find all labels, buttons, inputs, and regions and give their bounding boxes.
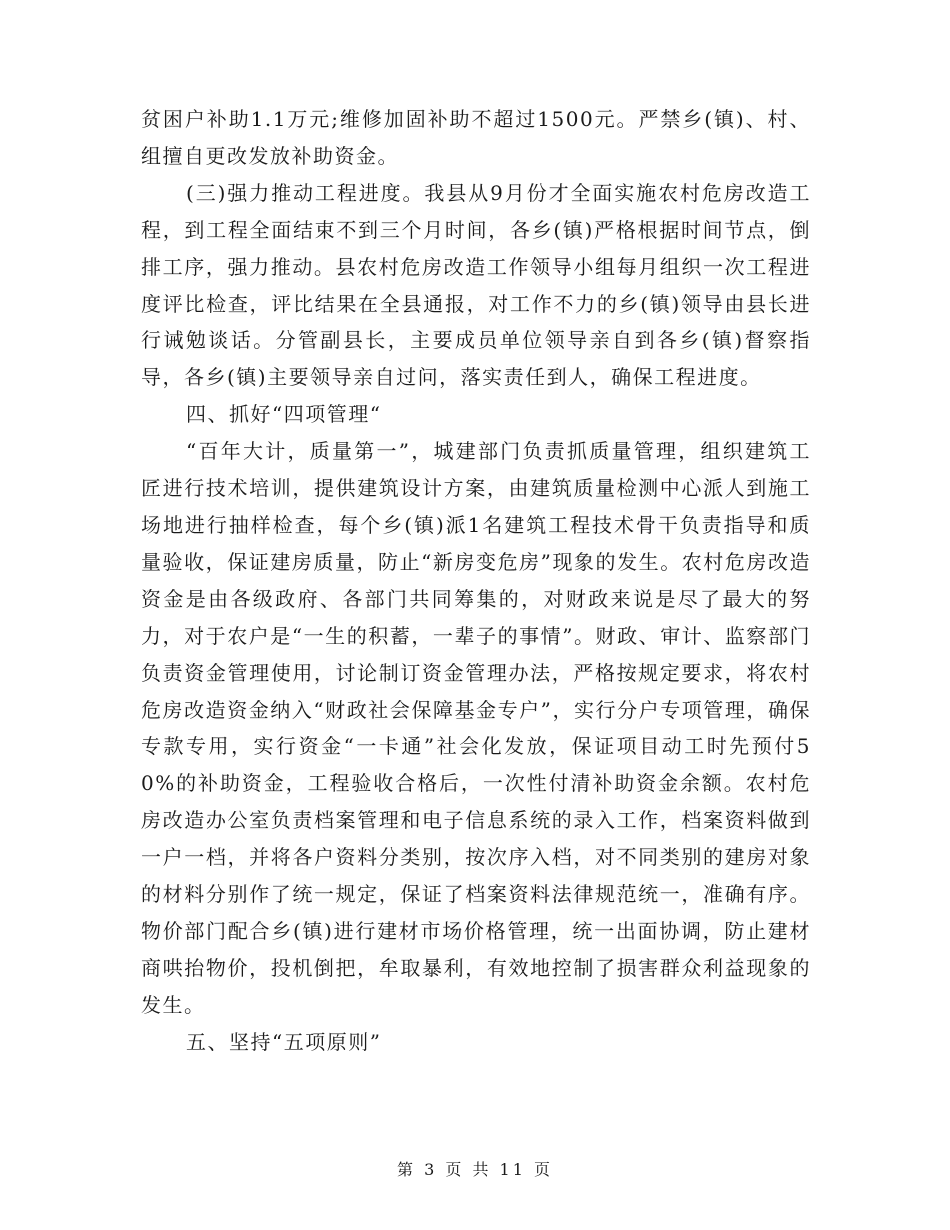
paragraph-subsidy-tail: 贫困户补助1.1万元;维修加固补助不超过1500元。严禁乡(镇)、村、组擅自更改发放补助资金。 bbox=[141, 107, 811, 168]
footer-suffix: 页 bbox=[534, 1160, 554, 1179]
section-heading-five-principles: 五、坚持“五项原则” bbox=[186, 1029, 382, 1054]
footer-middle: 页 共 bbox=[445, 1160, 492, 1179]
footer-current-page: 3 bbox=[424, 1160, 438, 1179]
page-footer bbox=[0, 1157, 950, 1180]
paragraph-project-progress: (三)强力推动工程进度。我县从9月份才全面实施农村危房改造工程，到工程全面结束不到三个月时间，各乡(镇)严格根据时间节点，倒排工序，强力推动。县农村危房改造工作领导小组每月组织一次工程进度评比检查，评比结果在全县通报，对工作不力的乡(镇)领导由县长进行诫勉谈话。分管副县长，主要成员单位领导亲自到各乡(镇)督察指导，各乡(镇)主要领导亲自过问，落实责任到人，确保工程进度。 bbox=[141, 180, 811, 390]
footer-total-pages: 11 bbox=[499, 1160, 526, 1179]
paragraph-quality-management: “百年大计，质量第一”，城建部门负责抓质量管理，组织建筑工匠进行技术培训，提供建筑设计方案，由建筑质量检测中心派人到施工场地进行抽样检查，每个乡(镇)派1名建筑工程技术骨干负责指导和质量验收，保证建房质量，防止“新房变危房”现象的发生。农村危房改造资金是由各级政府、各部门共同筹集的，对财政来说是尽了最大的努力，对于农户是“一生的积蓄，一辈子的事情”。财政、审计、监察部门负责资金管理使用，讨论制订资金管理办法，严格按规定要求，将农村危房改造资金纳入“财政社会保障基金专户”，实行分户专项管理，确保专款专用，实行资金“一卡通”社会化发放，保证项目动工时先预付50%的补助资金，工程验收合格后，一次性付清补助资金余额。农村危房改造办公室负责档案管理和电子信息系统的录入工作，档案资料做到一户一档，并将各户资料分类别，按次序入档，对不同类别的建房对象的材料分别作了统一规定，保证了档案资料法律规范统一，准确有序。物价部门配合乡(镇)进行建材市场价格管理，统一出面协调，防止建材商哄抬物价，投机倒把，牟取暴利，有效地控制了损害群众利益现象的发生。 bbox=[141, 439, 811, 1017]
footer-prefix: 第 bbox=[396, 1160, 416, 1179]
section-heading-four-management: 四、抓好“四项管理“ bbox=[186, 402, 382, 427]
document-body bbox=[141, 101, 811, 1061]
